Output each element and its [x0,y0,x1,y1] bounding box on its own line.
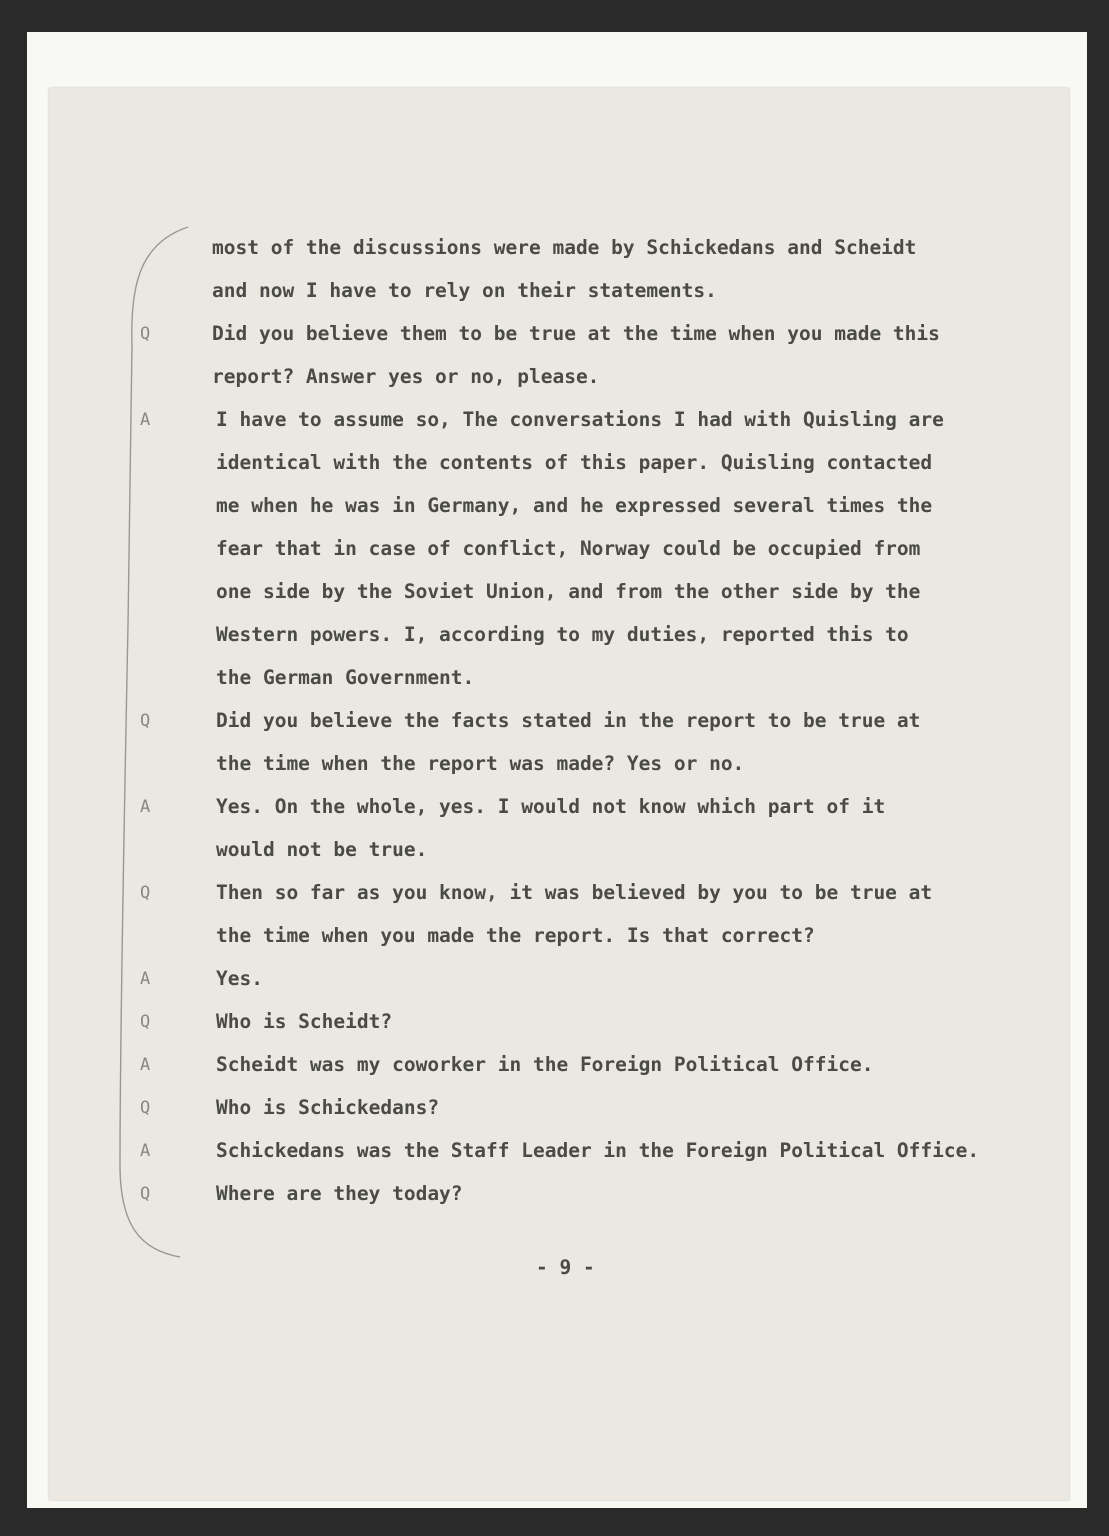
transcript-line: the time when the report was made? Yes or no. [216,752,745,775]
transcript-line: and now I have to rely on their statements. [212,279,717,302]
transcript-line: me when he was in Germany, and he expressed several times the [216,494,933,517]
question-marker: Q [140,1098,151,1118]
transcript-line: identical with the contents of this paper. Quisling contacted [216,451,933,474]
answer-marker: A [140,969,151,989]
answer-marker: A [140,797,151,817]
transcript-line: would not be true. [216,838,428,861]
transcript-line: Scheidt was my coworker in the Foreign Political Office. [216,1053,874,1076]
transcript-line: Schickedans was the Staff Leader in the Foreign Political Office. [216,1139,980,1162]
transcript-line: Western powers. I, according to my duties, reported this to [216,623,909,646]
answer-marker: A [140,410,151,430]
transcript-line: Where are they today? [216,1182,463,1205]
page-number: - 9 - [536,1256,595,1279]
transcript-line: Did you believe the facts stated in the report to be true at [216,709,921,732]
transcript-line: one side by the Soviet Union, and from the other side by the [216,580,921,603]
transcript-line: the German Government. [216,666,475,689]
transcript-line: Yes. [216,967,263,990]
transcript-line: most of the discussions were made by Schickedans and Scheidt [212,236,917,259]
transcript-line: report? Answer yes or no, please. [212,365,600,388]
question-marker: Q [140,883,151,903]
answer-marker: A [140,1141,151,1161]
question-marker: Q [140,711,151,731]
question-marker: Q [140,1012,151,1032]
transcript-line: Yes. On the whole, yes. I would not know which part of it [216,795,886,818]
transcript-line: Then so far as you know, it was believed by you to be true at [216,881,933,904]
transcript-line: the time when you made the report. Is that correct? [216,924,815,947]
transcript-line: I have to assume so, The conversations I had with Quisling are [216,408,944,431]
question-marker: Q [140,324,151,344]
transcript-line: Did you believe them to be true at the time when you made this [212,322,940,345]
answer-marker: A [140,1055,151,1075]
transcript-line: Who is Schickedans? [216,1096,440,1119]
question-marker: Q [140,1184,151,1204]
transcript-line: fear that in case of conflict, Norway could be occupied from [216,537,921,560]
transcript-line: Who is Scheidt? [216,1010,393,1033]
